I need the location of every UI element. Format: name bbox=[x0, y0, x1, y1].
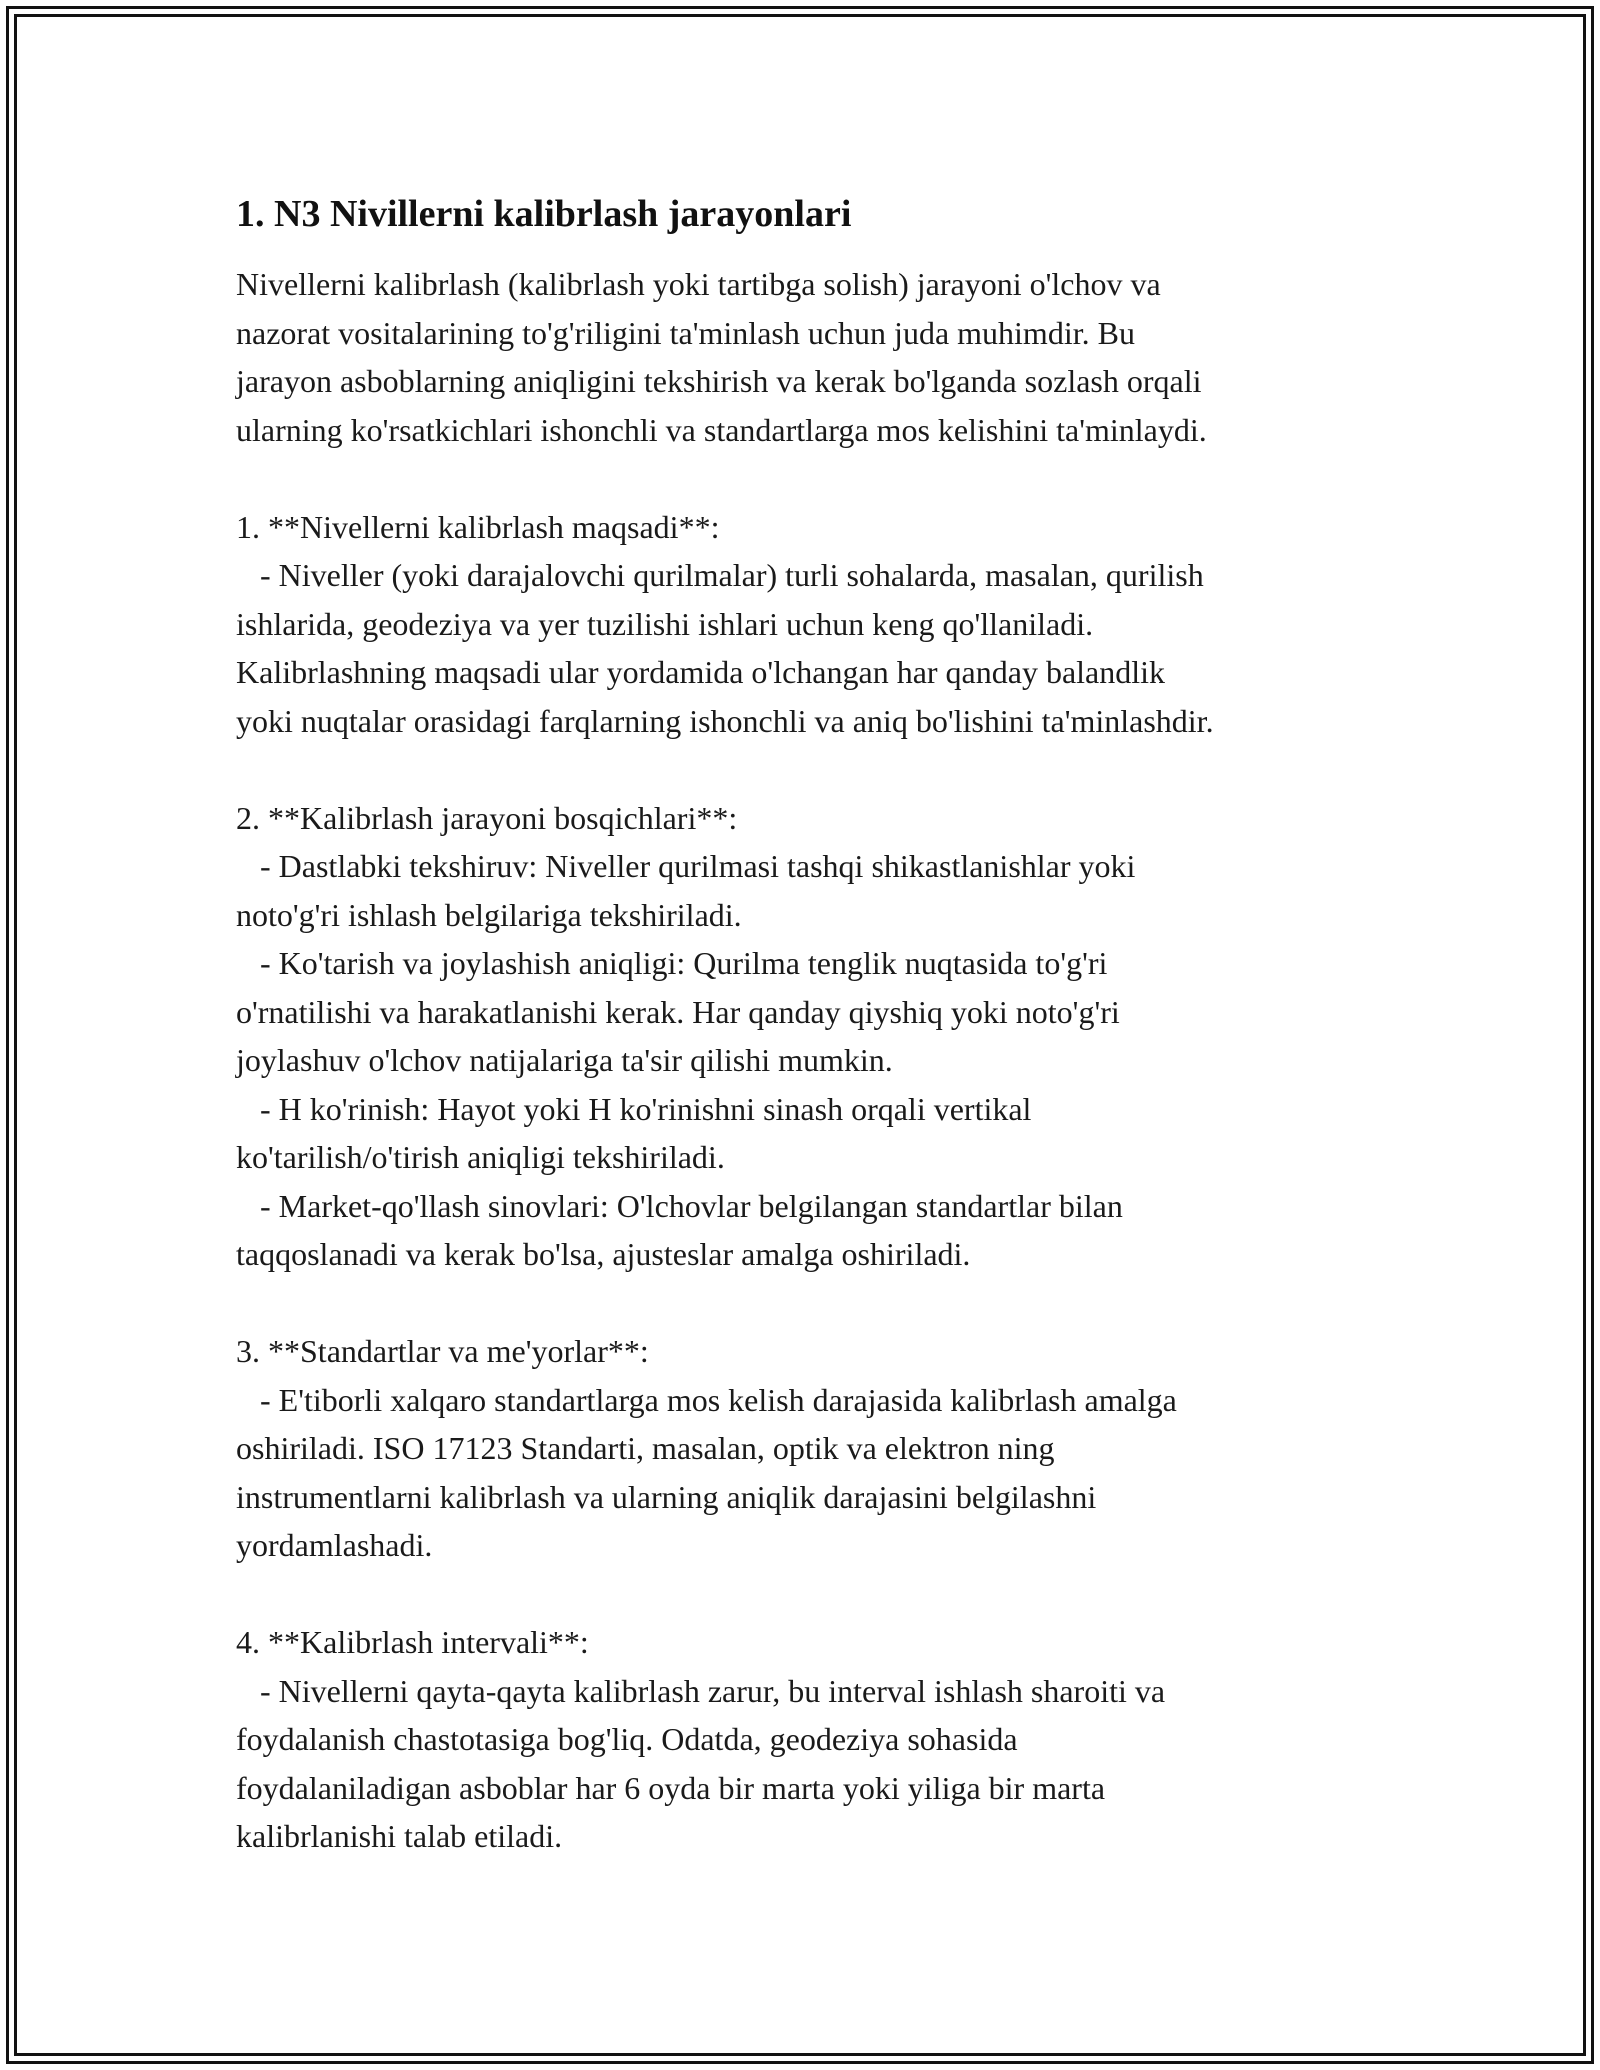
text-line: o'rnatilishi va harakatlanishi kerak. Har qanday qiyshiq yoki noto'g'ri bbox=[236, 993, 1120, 1030]
text-line: 2. **Kalibrlash jarayoni bosqichlari**: bbox=[236, 799, 738, 836]
blank-line bbox=[236, 1570, 1386, 1619]
text-line: ishlarida, geodeziya va yer tuzilishi ishlari uchun keng qo'llaniladi. bbox=[236, 605, 1094, 642]
text-line: - Nivellerni qayta-qayta kalibrlash zarur, bu interval ishlash sharoiti va bbox=[236, 1672, 1166, 1709]
text-line: - H ko'rinish: Hayot yoki H ko'rinishni sinash orqali vertikal bbox=[236, 1090, 1032, 1127]
text-line: yoki nuqtalar orasidagi farqlarning ishonchli va aniq bo'lishini ta'minlashdir. bbox=[236, 702, 1214, 739]
text-line: ularning ko'rsatkichlari ishonchli va standartlarga mos kelishini ta'minlaydi. bbox=[236, 411, 1207, 448]
text-line: - Dastlabki tekshiruv: Niveller qurilmasi tashqi shikastlanishlar yoki bbox=[236, 848, 1136, 884]
text-line: 1. **Nivellerni kalibrlash maqsadi**: bbox=[236, 508, 720, 545]
text-line: Kalibrlashning maqsadi ular yordamida o'lchangan har qanday balandlik bbox=[236, 654, 1166, 690]
text-line: noto'g'ri ishlash belgilariga tekshiriladi. bbox=[236, 896, 742, 933]
text-line: - Niveller (yoki darajalovchi qurilmalar) turli sohalarda, masalan, qurilish bbox=[236, 557, 1204, 593]
text-line: 4. **Kalibrlash intervali**: bbox=[236, 1624, 589, 1660]
text-line: instrumentlarni kalibrlash va ularning aniqlik darajasini belgilashni bbox=[236, 1478, 1097, 1515]
text-line: taqqoslanadi va kerak bo'lsa, ajusteslar amalga oshiriladi. bbox=[236, 1236, 971, 1272]
text-line: ko'tarilish/o'tirish aniqligi tekshiriladi. bbox=[236, 1139, 725, 1175]
text-line: yordamlashadi. bbox=[236, 1527, 433, 1563]
text-line: joylashuv o'lchov natijalariga ta'sir qilishi mumkin. bbox=[236, 1042, 893, 1078]
text-line: - Market-qo'llash sinovlari: O'lchovlar belgilangan standartlar bilan bbox=[236, 1187, 1123, 1224]
text-line: foydalaniladigan asboblar har 6 oyda bir marta yoki yiliga bir marta bbox=[236, 1769, 1106, 1806]
text-line: jarayon asboblarning aniqligini tekshirish va kerak bo'lganda sozlash orqali bbox=[236, 363, 1202, 399]
document-title: 1. N3 Nivillerni kalibrlash jarayonlari bbox=[236, 193, 852, 235]
text-line: - E'tiborli xalqaro standartlarga mos kelish darajasida kalibrlash amalga bbox=[236, 1381, 1177, 1418]
document-body bbox=[236, 190, 1386, 1861]
blank-line bbox=[236, 454, 1386, 503]
text-line: Nivellerni kalibrlash (kalibrlash yoki tartibga solish) jarayoni o'lchov va bbox=[236, 266, 1161, 302]
text-line: nazorat vositalarining to'g'riligini ta'minlash uchun juda muhimdir. Bu bbox=[236, 314, 1135, 351]
text-line: oshiriladi. ISO 17123 Standarti, masalan, optik va elektron ning bbox=[236, 1430, 1055, 1466]
text-line: - Ko'tarish va joylashish aniqligi: Qurilma tenglik nuqtasida to'g'ri bbox=[236, 945, 1108, 981]
text-line: foydalanish chastotasiga bog'liq. Odatda, geodeziya sohasida bbox=[236, 1721, 1018, 1757]
document-text bbox=[236, 260, 1386, 1861]
blank-line bbox=[236, 1279, 1386, 1328]
blank-line bbox=[236, 745, 1386, 794]
text-line: kalibrlanishi talab etiladi. bbox=[236, 1818, 563, 1854]
text-line: 3. **Standartlar va me'yorlar**: bbox=[236, 1333, 649, 1369]
